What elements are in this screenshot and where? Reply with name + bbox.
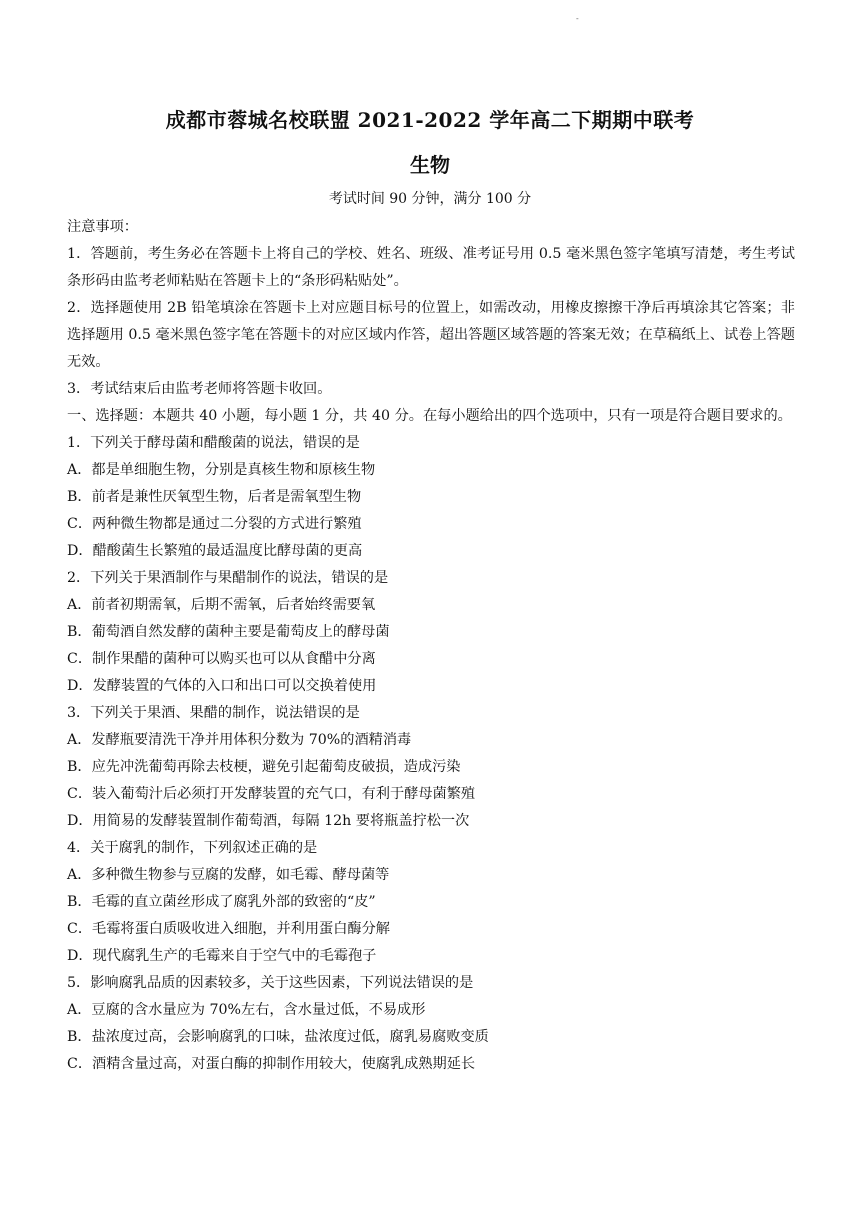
question-2 [67, 565, 795, 700]
question-4 [67, 835, 795, 970]
question-option: B．应先冲洗葡萄再除去枝梗，避免引起葡萄皮破损，造成污染 [67, 759, 461, 775]
question-option: D．醋酸菌生长繁殖的最适温度比酵母菌的更高 [67, 543, 363, 559]
question-3 [67, 700, 795, 835]
notice-item: 1．答题前，考生务必在答题卡上将自己的学校、姓名、班级、准考证号用 0.5 毫米黑色签字笔填写清楚，考生考试条形码由监考老师粘贴在答题卡上的“条形码粘贴处”。 [67, 246, 795, 289]
notice-item: 3．考试结束后由监考老师将答题卡收回。 [67, 381, 332, 397]
question-option: A．都是单细胞生物，分别是真核生物和原核生物 [67, 462, 376, 478]
question-5 [67, 970, 795, 1078]
question-option: C．两种微生物都是通过二分裂的方式进行繁殖 [67, 516, 362, 532]
notice-item: 2．选择题使用 2B 铅笔填涂在答题卡上对应题目标号的位置上，如需改动，用橡皮擦擦干净后再填涂其它答案；非选择题用 0.5 毫米黑色签字笔在答题卡的对应区域内作答，超出答题区域答题的答案无效；在草稿纸上、试卷上答题无效。 [67, 300, 795, 370]
question-option: C．酒精含量过高，对蛋白酶的抑制作用较大，使腐乳成熟期延长 [67, 1056, 476, 1072]
exam-info: 考试时间 90 分钟，满分 100 分 [328, 191, 532, 207]
document-body [67, 214, 795, 1078]
question-option: C．制作果醋的菌种可以购买也可以从食醋中分离 [67, 651, 376, 667]
question-stem: 5．影响腐乳品质的因素较多，关于这些因素，下列说法错误的是 [67, 975, 474, 991]
section-heading: 一、选择题：本题共 40 小题，每小题 1 分，共 40 分。在每小题给出的四个选项中，只有一项是符合题目要求的。 [67, 408, 792, 424]
question-option: A．多种微生物参与豆腐的发酵，如毛霉、酵母菌等 [67, 867, 390, 883]
question-option: A．发酵瓶要清洗干净并用体积分数为 70%的酒精消毒 [67, 732, 412, 748]
subject-title: 生物 [410, 153, 450, 177]
question-option: D．发酵装置的气体的入口和出口可以交换着使用 [67, 678, 377, 694]
notice-heading: 注意事项： [67, 219, 138, 235]
question-option: C．毛霉将蛋白质吸收进入细胞，并利用蛋白酶分解 [67, 921, 390, 937]
question-stem: 1．下列关于酵母菌和醋酸菌的说法，错误的是 [67, 435, 360, 451]
question-stem: 4．关于腐乳的制作，下列叙述正确的是 [67, 840, 318, 856]
top-mark: - [576, 14, 579, 23]
question-stem: 3．下列关于果酒、果醋的制作，说法错误的是 [67, 705, 360, 721]
question-option: A．前者初期需氧，后期不需氧，后者始终需要氧 [67, 597, 376, 613]
question-option: B．盐浓度过高，会影响腐乳的口味，盐浓度过低，腐乳易腐败变质 [67, 1029, 489, 1045]
exam-title: 成都市蓉城名校联盟 2021-2022 学年高二下期期中联考 [165, 108, 695, 132]
question-option: B．毛霉的直立菌丝形成了腐乳外部的致密的“皮” [67, 894, 376, 910]
question-option: A．豆腐的含水量应为 70%左右，含水量过低，不易成形 [67, 1002, 426, 1018]
question-option: B．前者是兼性厌氧型生物，后者是需氧型生物 [67, 489, 362, 505]
question-option: D．现代腐乳生产的毛霉来自于空气中的毛霉孢子 [67, 948, 377, 964]
question-option: B．葡萄酒自然发酵的菌种主要是葡萄皮上的酵母菌 [67, 624, 390, 640]
question-option: C．装入葡萄汁后必须打开发酵装置的充气口，有利于酵母菌繁殖 [67, 786, 476, 802]
question-option: D．用简易的发酵装置制作葡萄酒，每隔 12h 要将瓶盖拧松一次 [67, 813, 470, 829]
question-stem: 2．下列关于果酒制作与果醋制作的说法，错误的是 [67, 570, 389, 586]
question-1 [67, 430, 795, 565]
